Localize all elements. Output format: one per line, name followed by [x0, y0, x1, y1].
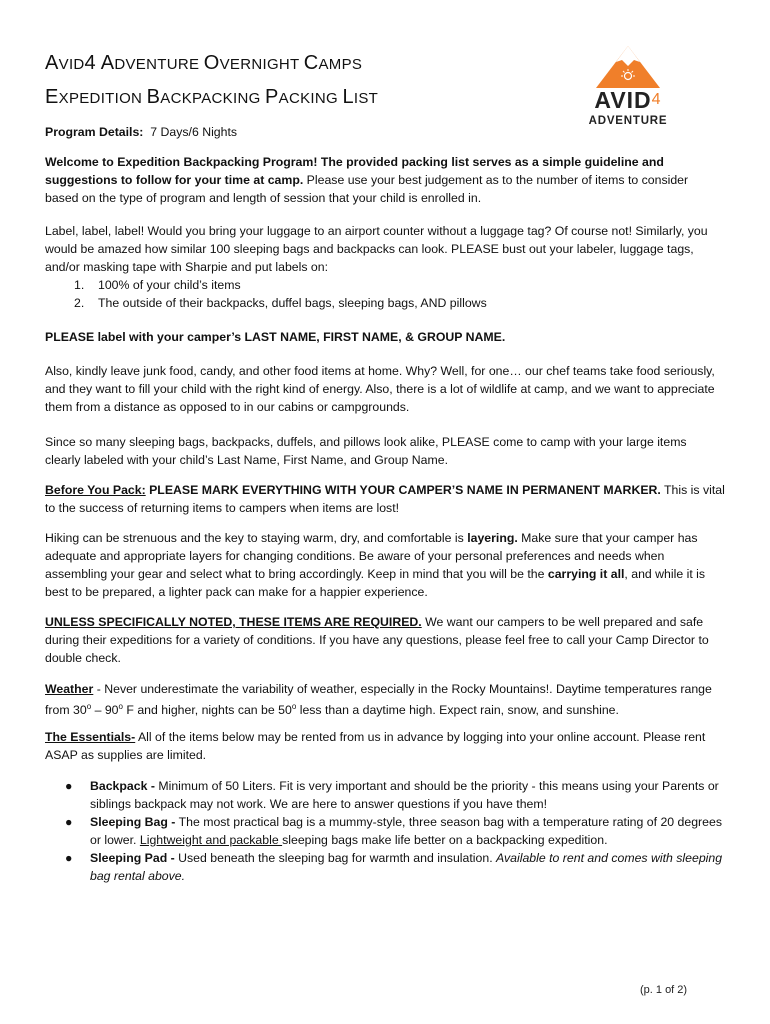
label-list — [45, 276, 725, 312]
item-text: The most practical bag is a mummy-style, three season bag with a temperature rating of 20 degrees or lower. — [90, 815, 722, 847]
title-letter: B — [146, 86, 161, 108]
title-number: 4 — [84, 52, 101, 74]
list-item — [45, 813, 725, 849]
title-letter: O — [203, 52, 220, 74]
title-letter: P — [265, 86, 279, 108]
weather-text: less than a daytime high. Expect rain, snow, and sunshine. — [296, 703, 619, 718]
item-name: Sleeping Pad - — [90, 851, 175, 865]
program-details-value: 7 Days/6 Nights — [150, 125, 238, 139]
essentials-text: All of the items below may be rented from us in advance by logging into your online account. Please rent ASAP as supplies are limited. — [45, 730, 706, 762]
list-item — [45, 849, 725, 885]
please-label-text: PLEASE label with your camper’s LAST NAME, FIRST NAME, & GROUP NAME. — [45, 330, 506, 344]
list-number: 2. — [74, 296, 85, 310]
required-text: We want our campers to be well prepared and safe during their expeditions for a variety of conditions. If you have any questions, please feel free to call your Camp Director to double check. — [45, 615, 709, 665]
welcome-bold-text: Welcome to Expedition Backpacking Program! The provided packing list serves as a simple guideline and suggestions to follow for your time at camp. — [45, 155, 664, 187]
title-word: ACKPACKING — [160, 90, 266, 107]
before-you-pack-bold: PLEASE MARK EVERYTHING WITH YOUR CAMPER’S NAME IN PERMANENT MARKER. — [145, 483, 661, 497]
hiking-text: Make sure that your camper has adequate and appropriate layers for changing conditions. Be aware of your personal preferences and needs when assembling your gear and select what to bring accordingly. Keep in mind that you will be the — [45, 531, 698, 581]
required-label: UNLESS SPECIFICALLY NOTED, THESE ITEMS ARE REQUIRED. — [45, 615, 422, 629]
logo-wordmark — [588, 88, 668, 128]
bullet-icon: ● — [65, 815, 73, 829]
title-letter: C — [303, 52, 319, 74]
list-item — [74, 276, 725, 294]
hiking-text: , and while it is best to be prepared, a lighter pack can make for a happier experience. — [45, 567, 706, 599]
title-word: DVENTURE — [114, 56, 204, 73]
please-label-notice — [45, 328, 725, 346]
title-letter: L — [342, 86, 354, 108]
essentials-paragraph — [45, 728, 725, 764]
required-paragraph — [45, 613, 725, 667]
junk-food-paragraph: Also, kindly leave junk food, candy, and other food items at home. Why? Well, for one… our chef teams take food seriously, and they want to fill your child with the right kind of energy. Also, there is a lot of wildlife at camp, and we want to appreciate them from a distance as opposed to in our cabins or campgrounds. — [45, 364, 715, 414]
label-text: Label, label, label! Would you bring your luggage to an airport counter without a luggage tag? Of course not! Similarly, you would be amazed how similar 100 sleeping bags and backpacks can look. PLEASE bust out your labeler, luggage tags, and/or masking tape with Sharpie and put labels on: — [45, 224, 708, 274]
item-text: sleeping bags make life better on a backpacking expedition. — [282, 833, 608, 847]
item-text: Used beneath the sleeping bag for warmth and insulation. — [174, 851, 497, 865]
bullet-icon: ● — [65, 851, 73, 865]
logo-four-text: 4 — [651, 91, 662, 108]
title-letter: A — [45, 52, 59, 74]
hiking-paragraph — [45, 529, 725, 601]
before-you-pack-text: This is vital to the success of returning items to campers when items are lost! — [45, 483, 725, 515]
welcome-paragraph — [45, 153, 725, 207]
layering-bold: layering. — [467, 531, 518, 545]
program-details — [45, 123, 725, 141]
weather-text: - Never underestimate the variability of weather, especially in the Rocky Mountains!. Daytime temperatures range from 30 — [45, 682, 712, 718]
degree-symbol: o — [291, 702, 297, 711]
document-title — [45, 52, 362, 75]
list-number: 1. — [74, 278, 85, 292]
title-word: VID — [58, 56, 85, 73]
list-item — [45, 777, 725, 813]
title-word: ACKING — [278, 90, 343, 107]
title-word: IST — [353, 90, 379, 107]
title-letter: A — [100, 52, 115, 74]
weather-paragraph — [45, 680, 725, 719]
program-details-label: Program Details: — [45, 125, 144, 139]
degree-symbol: o — [118, 702, 123, 711]
logo-avid-text: AVID — [594, 87, 652, 113]
logo-adventure-text: ADVENTURE — [588, 115, 668, 127]
before-you-pack-label: Before You Pack: — [45, 483, 146, 497]
hiking-text: Hiking can be strenuous and the key to staying warm, dry, and comfortable is — [45, 531, 468, 545]
list-item-text: 100% of your child’s items — [98, 278, 241, 292]
weather-label: Weather — [45, 682, 94, 696]
welcome-text: Please use your best judgement as to the number of items to consider based on the type of program and length of session that your child is enrolled in. — [45, 173, 689, 205]
essentials-label: The Essentials- — [45, 730, 136, 744]
item-text: Minimum of 50 Liters. Fit is very important and should be the priority - this means using your Parents or siblings backpack may not work. We are here to answer questions if you have them! — [90, 779, 719, 811]
title-word: AMPS — [318, 56, 363, 73]
list-item — [74, 294, 725, 312]
list-item-text: The outside of their backpacks, duffel bags, sleeping bags, AND pillows — [98, 296, 487, 310]
item-name: Backpack - — [90, 779, 155, 793]
before-you-pack-paragraph — [45, 481, 725, 517]
carrying-bold: carrying it all — [547, 567, 625, 581]
weather-text: F and higher, nights can be 50 — [122, 703, 292, 718]
page-number: (p. 1 of 2) — [640, 984, 688, 996]
item-italic-text: Available to rent and comes with sleeping bag rental above. — [90, 851, 723, 883]
item-name: Sleeping Bag - — [90, 815, 176, 829]
title-word: VERNIGHT — [219, 56, 304, 73]
essentials-list — [45, 777, 725, 885]
since-paragraph: Since so many sleeping bags, backpacks, duffels, and pillows look alike, PLEASE come to camp with your large items clearly labeled with your child’s Last Name, First Name, and Group Name. — [45, 435, 687, 467]
item-underlined-text: Lightweight and packable — [139, 833, 283, 847]
degree-symbol: o — [86, 702, 92, 711]
label-paragraph — [45, 222, 725, 312]
title-letter: E — [45, 86, 59, 108]
bullet-icon: ● — [65, 779, 73, 793]
title-word: XPEDITION — [58, 90, 147, 107]
document-subtitle — [45, 86, 378, 109]
weather-text: – 90 — [91, 703, 119, 718]
